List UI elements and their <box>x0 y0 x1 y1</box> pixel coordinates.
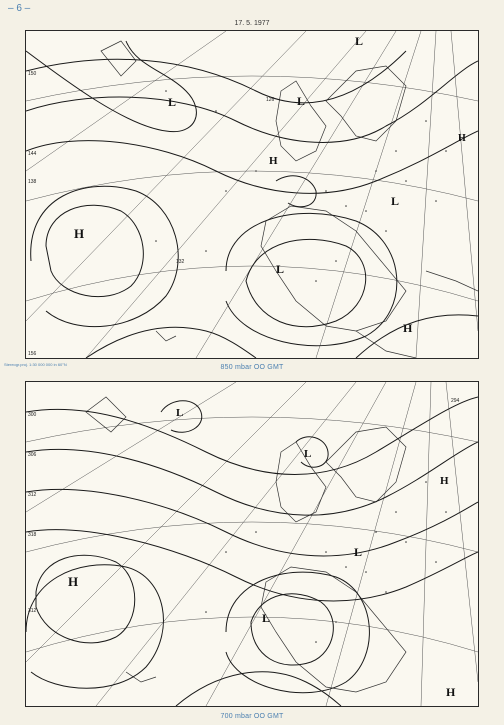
map-850-caption: 850 mbar OO GMT <box>220 364 284 371</box>
isoline-label: 126 <box>266 97 275 103</box>
low-pressure-label: L <box>276 262 285 276</box>
isoline-label: 312 <box>28 492 37 498</box>
high-pressure-label: H <box>446 685 456 699</box>
isoline-label: 144 <box>28 151 37 157</box>
low-pressure-label: L <box>176 407 184 419</box>
isoline-label: 306 <box>28 452 37 458</box>
high-pressure-label: H <box>440 475 449 487</box>
contours <box>26 41 478 358</box>
isoline-label: 156 <box>28 351 37 357</box>
contours <box>26 397 478 706</box>
low-pressure-label: L <box>391 194 400 208</box>
isoline-label: 312 <box>28 608 37 614</box>
graticule <box>26 382 478 706</box>
map-850-panel <box>25 30 479 359</box>
isoline-label: 132 <box>176 259 185 265</box>
map-850-canvas <box>26 31 478 358</box>
low-pressure-label: L <box>354 545 363 559</box>
isoline-label: 294 <box>451 398 460 404</box>
map-700-canvas <box>26 382 478 706</box>
station-marks <box>205 481 447 643</box>
low-pressure-label: L <box>297 94 306 108</box>
isoline-label: 300 <box>28 412 37 418</box>
isoline-label: 150 <box>28 71 37 77</box>
high-pressure-label: H <box>403 321 413 335</box>
map-700-caption: 700 mbar OO GMT <box>220 713 284 720</box>
low-pressure-label: L <box>262 611 271 625</box>
high-pressure-label: H <box>458 133 466 144</box>
high-pressure-label: H <box>269 155 278 167</box>
low-pressure-label: L <box>304 448 312 460</box>
low-pressure-label: L <box>168 95 177 109</box>
coastlines <box>101 41 478 358</box>
page-number: – 6 – <box>8 3 31 14</box>
high-pressure-label: H <box>68 574 79 589</box>
high-pressure-label: H <box>74 226 85 241</box>
isoline-label: 138 <box>28 179 37 185</box>
projection-note: Stereogr.proj. 1:30 000 000 in 60°N <box>4 362 67 367</box>
graticule <box>26 31 478 358</box>
map-700-panel <box>25 381 479 707</box>
isoline-label: 318 <box>28 532 37 538</box>
page-date: 17. 5. 1977 <box>234 20 270 27</box>
low-pressure-label: L <box>355 34 364 48</box>
